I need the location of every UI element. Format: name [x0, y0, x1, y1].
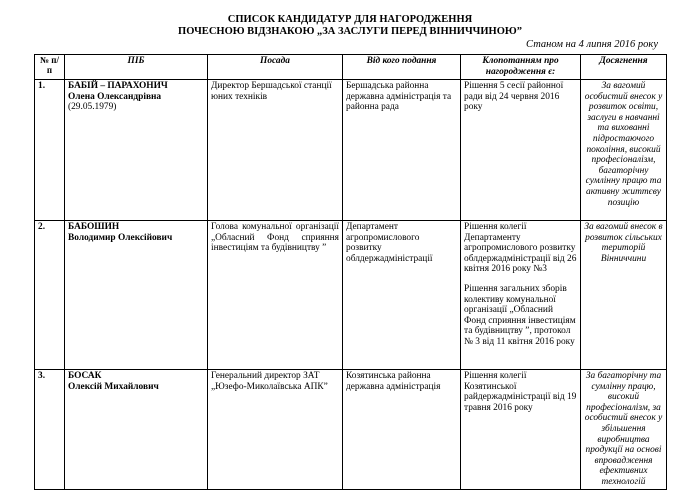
- row-petition-1: Рішення 5 сесії районної ради від 24 червня 2016 року: [464, 81, 564, 113]
- row-petition-cell: [461, 80, 581, 221]
- row-birth-date: (29.05.1979): [68, 102, 117, 113]
- row-position: Генеральний директор ЗАТ „Юзефо-Миколаївська АПК”: [208, 370, 343, 490]
- table-row: [35, 370, 667, 490]
- row-name-cell: [65, 370, 208, 490]
- row-petition-2: Рішення загальних зборів колективу комунальної організації „Обласний Фонд сприяння інвестиціям та будівництву ”, протокол № 3 від 11 квітня 2016 року: [464, 283, 576, 347]
- row-num: 2.: [35, 221, 65, 370]
- row-submitted-by: Козятинська районна державна адміністрація: [343, 370, 461, 490]
- header-submitted-by: Від кого подання: [343, 55, 461, 80]
- document-title-line2: ПОЧЕСНОЮ ВІДЗНАКОЮ „ЗА ЗАСЛУГИ ПЕРЕД ВІННИЧЧИНОЮ”: [178, 26, 522, 37]
- row-name-cell: [65, 221, 208, 370]
- row-achievements: За вагомий особистий внесок у розвиток освіти, заслуги в навчанні та вихованні підростаючого покоління, високий професіоналізм, багаторічну сумлінну працю та активну життєву позицію: [581, 80, 667, 221]
- row-given-name: Олена Олександрівна: [68, 91, 162, 102]
- row-achievements: За багаторічну та сумлінну працю, високий професіоналізм, за особистий внесок у збільшення виробництва продукції на основі впровадження ефективних технологій: [581, 370, 667, 490]
- row-num: 3.: [35, 370, 65, 490]
- row-submitted-by: Бершадська районна державна адміністрація та районна рада: [343, 80, 461, 221]
- row-petition-1: Рішення колегії Козятинської райдержадміністрації від 19 травня 2016 року: [464, 371, 577, 413]
- document-title-line1: СПИСОК КАНДИДАТУР ДЛЯ НАГОРОДЖЕННЯ: [227, 14, 473, 25]
- row-given-name: Олексій Михайлович: [68, 381, 159, 392]
- header-petition: Клопотанням про нагородження є:: [461, 55, 581, 80]
- row-surname: БАБОШИН: [68, 222, 120, 232]
- row-submitted-by: Департамент агропромислового розвитку облдержадміністрації: [343, 221, 461, 370]
- row-achievements: За вагомий внесок в розвиток сільських територій Вінниччини: [581, 221, 667, 370]
- row-position: Голова комунальної організації „Обласний Фонд сприяння інвестиціям та будівництву ”: [208, 221, 343, 370]
- header-name: ПІБ: [65, 55, 208, 80]
- row-petition-cell: [461, 370, 581, 490]
- row-petition-1: Рішення колегії Департаменту агропромислового розвитку облдержадміністрації від 26 квітня 2016 року №3: [464, 222, 577, 275]
- table-header-row: [35, 55, 667, 80]
- header-position: Посада: [208, 55, 343, 80]
- row-surname: БАБІЙ – ПАРАХОНИЧ: [68, 81, 168, 91]
- header-achievements: Досягнення: [581, 55, 667, 80]
- row-given-name: Володимир Олексійович: [68, 232, 173, 243]
- row-surname: БОСАК: [68, 371, 102, 381]
- table-row: [35, 221, 667, 370]
- candidates-table: [34, 54, 667, 490]
- row-petition-cell: [461, 221, 581, 370]
- table-row: [35, 80, 667, 221]
- row-num: 1.: [35, 80, 65, 221]
- row-position: Директор Бершадської станції юних техніків: [208, 80, 343, 221]
- row-name-cell: [65, 80, 208, 221]
- status-date: Станом на 4 липня 2016 року: [526, 39, 658, 50]
- header-num: № п/п: [35, 55, 65, 80]
